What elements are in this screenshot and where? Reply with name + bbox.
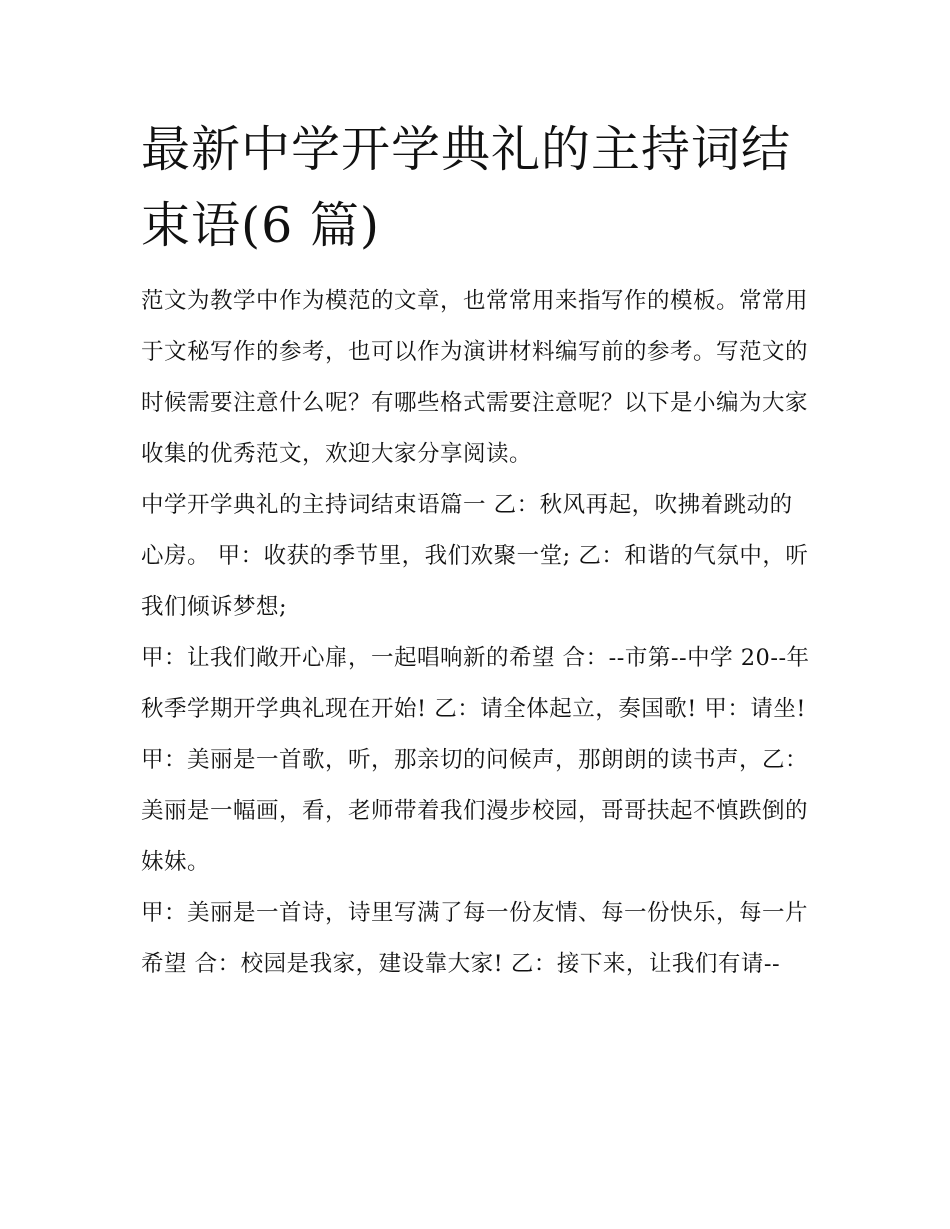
document-title: 最新中学开学典礼的主持词结束语(6 篇) [141, 121, 792, 254]
paragraph-opening-dialogue: 中学开学典礼的主持词结束语篇一 乙：秋风再起，吹拂着跳动的心房。 甲：收获的季节里，我们欢聚一堂; 乙：和谐的气氛中，听我们倾诉梦想; [141, 492, 809, 620]
paragraph-beauty-song-painting: 甲：美丽是一首歌，听，那亲切的问候声，那朗朗的读书声，乙：美丽是一幅画，看，老师带着我们漫步校园，哥哥扶起不慎跌倒的妹妹。 [141, 747, 809, 875]
document-page [141, 112, 813, 990]
paragraph-intro: 范文为教学中作为模范的文章，也常常用来指写作的模板。常常用于文秘写作的参考，也可以作为演讲材料编写前的参考。写范文的时候需要注意什么呢？有哪些格式需要注意呢？以下是小编为大家收集的优秀范文，欢迎大家分享阅读。 [141, 288, 809, 467]
paragraph-beauty-poem: 甲：美丽是一首诗，诗里写满了每一份友情、每一份快乐，每一片希望 合：校园是我家，建设靠大家! 乙：接下来，让我们有请-- [141, 900, 809, 977]
document-body [141, 276, 813, 990]
paragraph-ceremony-start: 甲：让我们敞开心扉，一起唱响新的希望 合：--市第--中学 20--年秋季学期开学典礼现在开始! 乙：请全体起立，奏国歌! 甲：请坐! [141, 645, 810, 722]
